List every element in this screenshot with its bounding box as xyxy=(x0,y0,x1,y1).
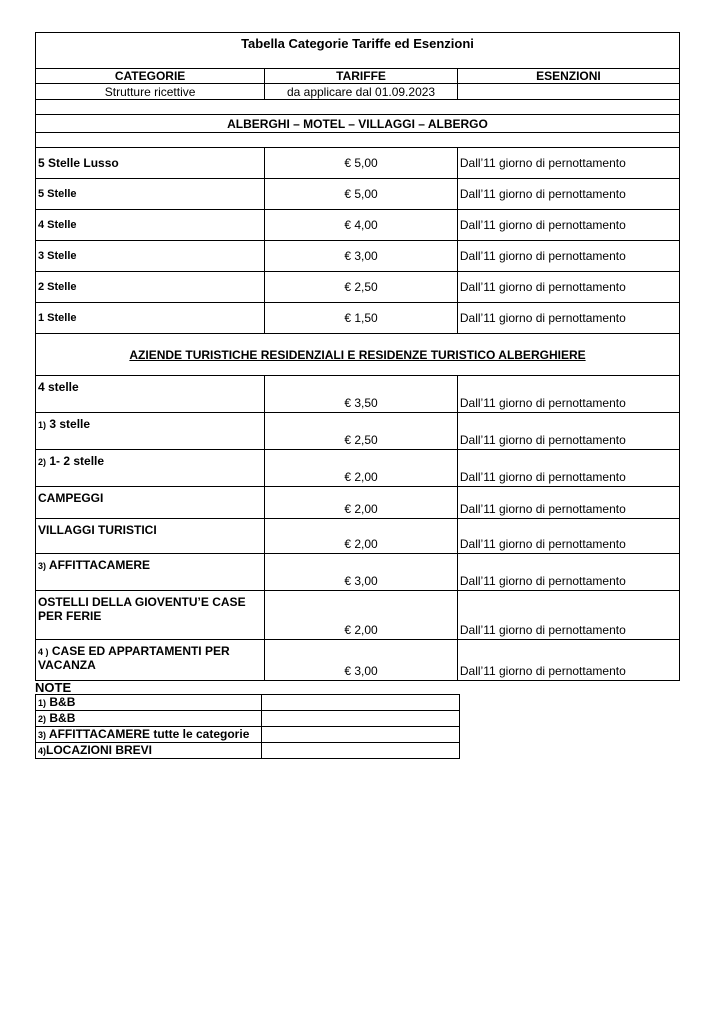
res-category xyxy=(36,554,265,591)
res-category xyxy=(36,450,265,487)
note-number: 1) xyxy=(38,698,47,708)
note-text: AFFITTACAMERE tutte le categorie xyxy=(48,727,250,741)
res-rate: € 3,00 xyxy=(265,554,458,591)
res-category xyxy=(36,519,265,554)
header-tariffe: TARIFFE xyxy=(265,69,458,84)
res-category-label: AFFITTACAMERE xyxy=(48,558,151,572)
res-exemption: Dall’11 giorno di pernottamento xyxy=(457,450,679,487)
res-rate: € 3,00 xyxy=(265,640,458,681)
hotel-rate: € 1,50 xyxy=(265,303,458,334)
res-exemption: Dall’11 giorno di pernottamento xyxy=(457,640,679,681)
header-esenzioni: ESENZIONI xyxy=(457,69,679,84)
res-rate: € 2,00 xyxy=(265,450,458,487)
hotel-category: 5 Stelle xyxy=(36,179,265,210)
note-item xyxy=(36,695,262,711)
tariff-table xyxy=(35,32,680,681)
header-categorie: CATEGORIE xyxy=(36,69,265,84)
hotel-rate: € 3,00 xyxy=(265,241,458,272)
res-category-label: 1- 2 stelle xyxy=(49,454,105,468)
res-exemption: Dall’11 giorno di pernottamento xyxy=(457,376,679,413)
hotel-rate: € 5,00 xyxy=(265,179,458,210)
note-ref: 3) xyxy=(38,561,47,571)
res-exemption: Dall’11 giorno di pernottamento xyxy=(457,554,679,591)
note-text: LOCAZIONI BREVI xyxy=(46,743,153,757)
res-rate: € 2,00 xyxy=(265,487,458,519)
subheader-esenzioni xyxy=(457,84,679,100)
section-title-residences: AZIENDE TURISTICHE RESIDENZIALI E RESIDENZE TURISTICO ALBERGHIERE xyxy=(36,334,680,376)
res-category xyxy=(36,591,265,640)
note-number: 2) xyxy=(38,714,47,724)
res-exemption: Dall’11 giorno di pernottamento xyxy=(457,591,679,640)
subheader-tariffe: da applicare dal 01.09.2023 xyxy=(265,84,458,100)
hotel-exemption: Dall’11 giorno di pernottamento xyxy=(457,179,679,210)
note-text: B&B xyxy=(49,695,76,709)
res-category-label: VILLAGGI TURISTICI xyxy=(38,523,157,537)
note-blank xyxy=(262,727,460,743)
res-category xyxy=(36,413,265,450)
note-text: B&B xyxy=(49,711,76,725)
hotel-exemption: Dall’11 giorno di pernottamento xyxy=(457,148,679,179)
res-category xyxy=(36,376,265,413)
res-category-label: CAMPEGGI xyxy=(38,491,104,505)
blank-row xyxy=(36,133,680,148)
notes-title: NOTE xyxy=(35,680,72,695)
note-number: 4) xyxy=(38,746,47,756)
res-rate: € 2,00 xyxy=(265,519,458,554)
hotel-rate: € 2,50 xyxy=(265,272,458,303)
note-number: 3) xyxy=(38,730,47,740)
res-category xyxy=(36,640,265,681)
res-rate: € 2,50 xyxy=(265,413,458,450)
blank-row xyxy=(36,100,680,115)
res-exemption: Dall’11 giorno di pernottamento xyxy=(457,519,679,554)
hotel-exemption: Dall’11 giorno di pernottamento xyxy=(457,210,679,241)
res-rate: € 2,00 xyxy=(265,591,458,640)
res-category-label: 4 stelle xyxy=(38,380,79,394)
note-ref: 2) xyxy=(38,457,47,467)
hotel-rate: € 5,00 xyxy=(265,148,458,179)
hotel-category: 1 Stelle xyxy=(36,303,265,334)
hotel-category: 3 Stelle xyxy=(36,241,265,272)
note-blank xyxy=(262,711,460,727)
hotel-exemption: Dall’11 giorno di pernottamento xyxy=(457,241,679,272)
res-category xyxy=(36,487,265,519)
res-exemption: Dall’11 giorno di pernottamento xyxy=(457,487,679,519)
note-item xyxy=(36,727,262,743)
note-item xyxy=(36,711,262,727)
table-title: Tabella Categorie Tariffe ed Esenzioni xyxy=(36,33,680,69)
res-category-label: 3 stelle xyxy=(49,417,91,431)
res-rate: € 3,50 xyxy=(265,376,458,413)
hotel-exemption: Dall’11 giorno di pernottamento xyxy=(457,303,679,334)
section-title-hotels: ALBERGHI – MOTEL – VILLAGGI – ALBERGO xyxy=(36,115,680,133)
hotel-category: 4 Stelle xyxy=(36,210,265,241)
hotel-exemption: Dall’11 giorno di pernottamento xyxy=(457,272,679,303)
hotel-rate: € 4,00 xyxy=(265,210,458,241)
hotel-category: 2 Stelle xyxy=(36,272,265,303)
notes-table xyxy=(35,694,460,759)
hotel-category: 5 Stelle Lusso xyxy=(36,148,265,179)
note-item xyxy=(36,743,262,759)
res-category-label: OSTELLI DELLA GIOVENTU’E CASE PER FERIE xyxy=(38,595,246,623)
res-category-label: CASE ED APPARTAMENTI PER VACANZA xyxy=(38,644,230,672)
note-ref: 4 ) xyxy=(38,647,49,657)
subheader-categorie: Strutture ricettive xyxy=(36,84,265,100)
res-exemption: Dall’11 giorno di pernottamento xyxy=(457,413,679,450)
note-ref: 1) xyxy=(38,420,47,430)
note-blank xyxy=(262,695,460,711)
note-blank xyxy=(262,743,460,759)
